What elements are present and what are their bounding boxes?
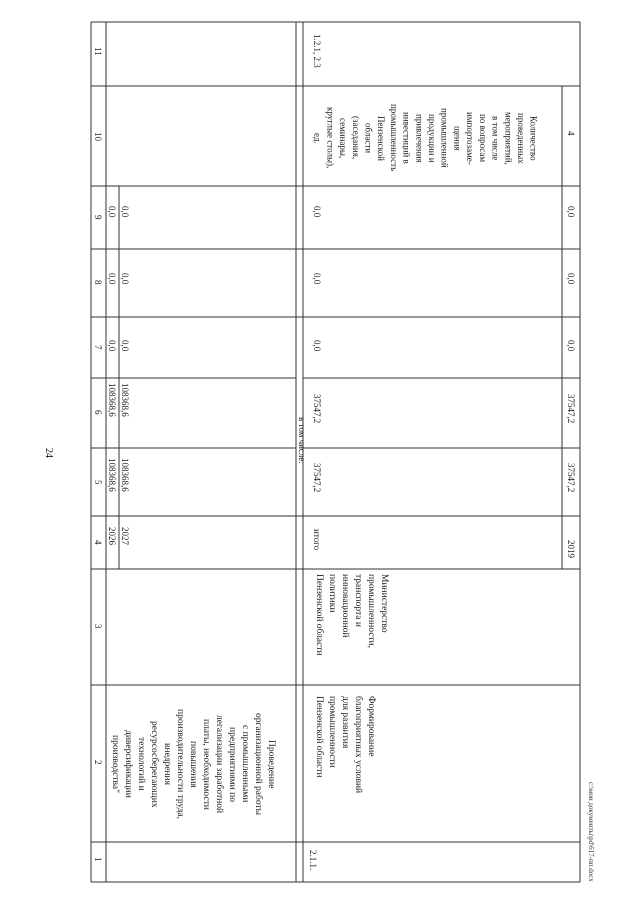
value-2026-c8: 0,0 [107,273,117,285]
total-c5: 37547,2 [312,463,322,493]
value-2027-c8: 0,0 [120,273,130,285]
value-2027-c9: 0,0 [120,206,130,218]
header-col-1: 1 [93,857,103,862]
value-2026-c7: 0,0 [107,340,117,352]
footer-path: c:\мои документы\pd\617-пп.docx [587,782,595,882]
total-label: итого [312,529,322,551]
total-c8: 0,0 [312,273,322,285]
value-2027-c6: 108368,6 [120,383,130,417]
links-cell: 1.2.1, 2.3 [312,34,322,68]
total-c6: 37547,2 [312,394,322,424]
row-executor: Министерство промышленности, транспорта и инновационной политики Пензенской области [314,574,389,656]
total-c7: 0,0 [312,340,322,352]
header-col-8: 8 [93,280,103,285]
value-2019-c6: 37547,2 [566,394,576,424]
value-2027-c7: 0,0 [120,340,130,352]
value-2026-c9: 0,0 [107,206,117,218]
page-number: 24 [43,448,54,458]
value-2026-c6: 108368,6 [107,383,117,417]
value-2019-c10: 4 [566,131,576,136]
header-col-3: 3 [93,624,103,629]
indicator-text: Количество проведенных мероприятий, в том числе по вопросам импортозаме- щения промышленной продукции и привлечения инвестиций в промышленность Пензенской области (заседания, семинары, круглые столы), ед. [312,104,539,172]
header-col-10: 10 [93,132,103,141]
row-number: 2.1.1. [308,850,318,871]
value-2019-c9: 0,0 [566,206,576,218]
header-col-2: 2 [93,760,103,765]
value-2026-c5: 108368,6 [107,458,117,492]
year-2019: 2019 [566,540,576,558]
value-2019-c7: 0,0 [566,340,576,352]
value-2019-c5: 37547,2 [566,463,576,493]
header-col-7: 7 [93,345,103,350]
value-2027-c5: 108368,6 [120,458,130,492]
year-2026: 2026 [107,527,117,545]
total-c9: 0,0 [312,206,322,218]
header-col-9: 9 [93,215,103,220]
year-2027: 2027 [120,527,130,545]
header-col-4: 4 [93,540,103,545]
row-name: Формирование благоприятных условий для развития промышленности Пензенской области [314,696,376,794]
header-col-11: 11 [93,47,103,56]
header-col-5: 5 [93,480,103,485]
value-2019-c8: 0,0 [566,273,576,285]
header-col-6: 6 [93,410,103,415]
subheader-including: в том числе: [297,417,307,464]
continued-row-name: Проведение организационной работы с промышленными предприятиями по легализации заработной платы, необходимости повышения производительности труда, внедрения ресурсосберегающих технологий и диверсификации производства" [110,708,276,820]
